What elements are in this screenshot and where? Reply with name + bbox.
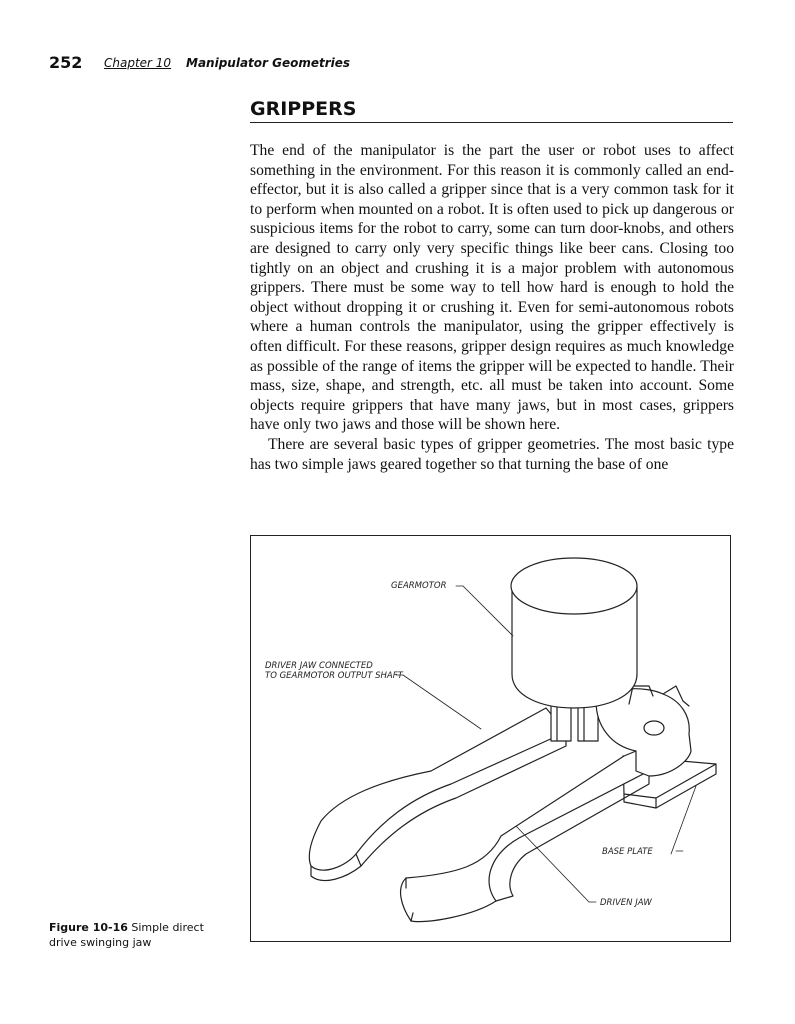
- callout-driven-jaw: DRIVEN JAW: [600, 898, 652, 908]
- callout-driver-jaw-line2: TO GEARMOTOR OUTPUT SHAFT: [265, 671, 403, 681]
- page-number: 252: [49, 53, 83, 72]
- caption-text: Simple direct drive swinging jaw: [49, 921, 204, 949]
- body-text: [250, 141, 734, 474]
- figure-caption: [49, 920, 219, 950]
- chapter-label: Chapter 10: [104, 56, 172, 70]
- paragraph-1: The end of the manipulator is the part the user or robot uses to affect something in the environment. For this reason it is commonly called an end-effector, but it is also called a gripper since that is a very common task for it to perform when mounted on a robot. It is often used to pick up dangerous or suspicious items for the robot to carry, some can turn door-knobs, and others are designed to carry only very specific things like beer cans. Closing too tightly on an object and crushing it is a major problem with autonomous grippers. There must be some way to tell how hard is enough to hold the object without dropping it or crushing it. Even for semi-autonomous robots where a human controls the manipulator, using the gripper effectively is often difficult. For these reasons, gripper design requires as much knowledge as possible of the range of items the gripper will be expected to handle. Their mass, size, shape, and strength, etc. all must be taken into account. Some objects require grippers that have many jaws, but in most cases, grippers have only two jaws and those will be shown here.: [250, 142, 734, 434]
- callout-gearmotor: GEARMOTOR: [391, 581, 447, 591]
- driver-jaw-drawing: [309, 708, 566, 881]
- running-head: [49, 53, 351, 75]
- callout-base-plate: BASE PLATE: [602, 847, 653, 857]
- paragraph-2: There are several basic types of gripper geometries. The most basic type has two simple jaws geared together so that turning the base of one: [250, 435, 734, 473]
- callout-driver-jaw-line1: DRIVER JAW CONNECTED: [265, 661, 373, 671]
- gripper-illustration: [251, 536, 732, 943]
- caption-label: Figure 10-16: [49, 921, 128, 934]
- gearmotor-drawing: [511, 558, 637, 708]
- section-heading: GRIPPERS: [250, 98, 733, 123]
- chapter-title: Manipulator Geometries: [186, 56, 351, 70]
- figure-frame: [250, 535, 731, 942]
